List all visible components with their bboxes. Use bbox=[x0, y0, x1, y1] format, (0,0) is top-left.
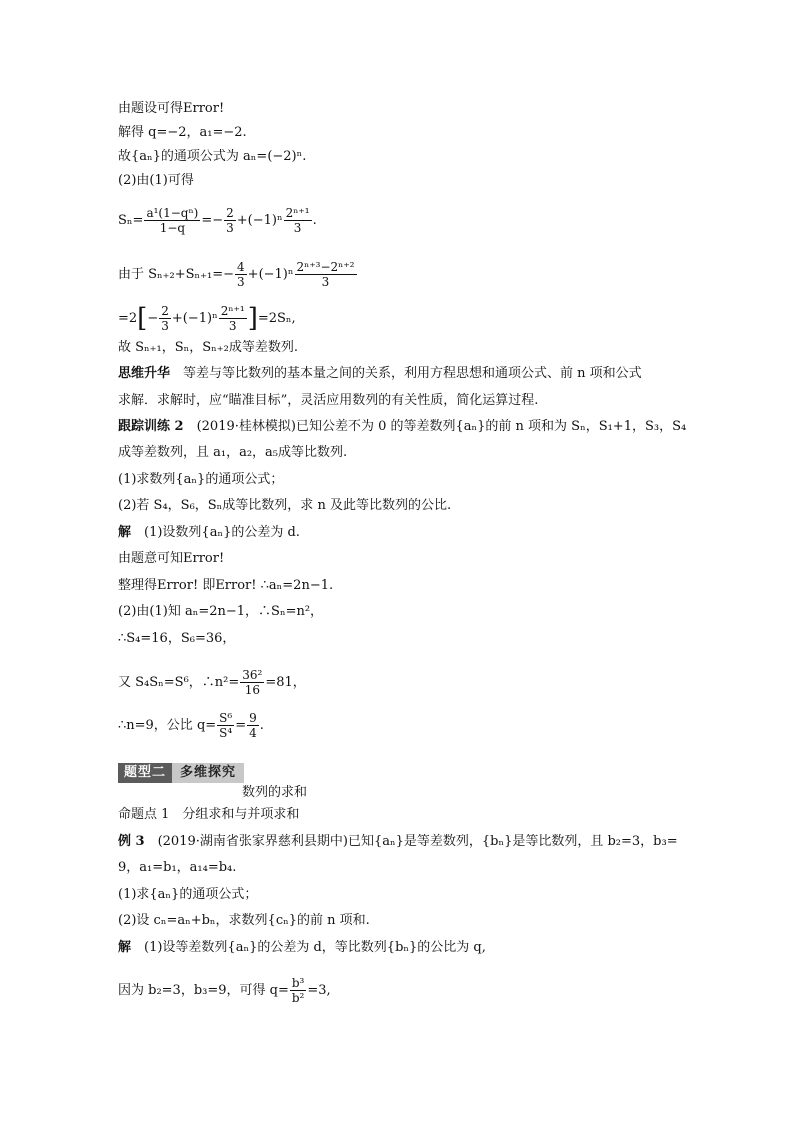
formula-text: . bbox=[312, 213, 317, 228]
numerator: 4 bbox=[237, 260, 245, 274]
numerator: S⁶ bbox=[219, 711, 233, 725]
line-text: 整理得Error! 即Error! bbox=[118, 578, 257, 593]
text-line bbox=[118, 630, 235, 648]
formula-text: =2 bbox=[118, 311, 138, 326]
denominator: 3 bbox=[226, 221, 234, 235]
section-header bbox=[118, 763, 418, 803]
denominator: 3 bbox=[295, 274, 357, 289]
formula-text: +(−1)ⁿ bbox=[171, 311, 218, 326]
formula-text: 因为 b₂=3，b₃=9，可得 q= bbox=[118, 983, 289, 998]
denominator: b² bbox=[291, 991, 305, 1005]
text-line bbox=[118, 392, 538, 410]
section-label: 解 bbox=[118, 940, 132, 955]
text-line bbox=[118, 148, 306, 166]
fraction bbox=[217, 711, 234, 740]
text-line bbox=[118, 124, 247, 142]
text-line bbox=[118, 577, 333, 595]
formula-text: =81， bbox=[265, 675, 306, 690]
numerator: a¹(1−qⁿ) bbox=[146, 206, 199, 220]
section-label: 例 3 bbox=[118, 834, 145, 849]
line-text: 故{aₙ}的通项公式为 aₙ=(−2)ⁿ. bbox=[118, 149, 307, 164]
question-type-subtag: 多维探究 bbox=[172, 763, 244, 783]
formula-text: =2Sₙ, bbox=[257, 311, 296, 326]
section-label: 跟踪训练 2 bbox=[118, 419, 184, 434]
line-text: (2)由(1)可得 bbox=[118, 173, 194, 188]
formula-text: 又 S₄Sₙ=S⁶，∴n²= bbox=[118, 675, 240, 690]
denominator: 3 bbox=[284, 220, 312, 235]
text-line bbox=[118, 172, 194, 190]
text-line bbox=[118, 524, 300, 542]
formula-text: 由于 Sₙ₊₂+Sₙ₊₁=− bbox=[118, 267, 235, 282]
denominator: 1−q bbox=[144, 220, 200, 235]
fraction bbox=[219, 304, 247, 333]
numerator: 2ⁿ⁺³−2ⁿ⁺² bbox=[296, 260, 355, 274]
numerator: b³ bbox=[291, 976, 305, 990]
numerator: 2ⁿ⁺¹ bbox=[220, 304, 245, 318]
line-text: 9，a₁=b₁，a₁₄=b₄. bbox=[118, 860, 237, 875]
formula-line bbox=[118, 711, 264, 740]
line-text: (2019·桂林模拟)已知公差不为 0 的等差数列{aₙ}的前 n 项和为 Sₙ，S₁+1，S₃，S₄ bbox=[183, 419, 687, 434]
line-text: ∴aₙ=2n−1. bbox=[256, 578, 334, 593]
line-text: 成等差数列，且 a₁，a₂，a₅成等比数列. bbox=[118, 445, 348, 460]
formula-line bbox=[118, 206, 317, 235]
text-line bbox=[118, 339, 298, 357]
section-label: 思维升华 bbox=[118, 366, 171, 381]
denominator: 16 bbox=[240, 682, 264, 697]
formula-text: ∴n=9，公比 q= bbox=[118, 718, 217, 733]
question-type-tag: 题型二 bbox=[118, 763, 172, 783]
section-label: 解 bbox=[118, 525, 132, 540]
text-line bbox=[118, 859, 236, 877]
numerator: 2 bbox=[226, 206, 234, 220]
fraction bbox=[235, 260, 247, 289]
formula-line bbox=[118, 668, 306, 697]
line-text: 解得 q=−2，a₁=−2. bbox=[118, 125, 247, 140]
text-line bbox=[118, 418, 686, 436]
formula-text: +(−1)ⁿ bbox=[247, 267, 294, 282]
formula-text: Sₙ= bbox=[118, 213, 144, 228]
fraction bbox=[159, 304, 171, 333]
denominator: 3 bbox=[219, 318, 247, 333]
formula-line bbox=[118, 976, 331, 1005]
fraction bbox=[240, 668, 264, 697]
text-line bbox=[118, 550, 224, 568]
text-line bbox=[118, 603, 323, 621]
line-text: 等差与等比数列的基本量之间的关系，利用方程思想和通项公式、前 n 项和公式 bbox=[170, 366, 642, 381]
fraction bbox=[247, 711, 259, 740]
formula-text: =3, bbox=[307, 983, 331, 998]
line-text: 求解．求解时，应“瞄准目标”，灵活应用数列的有关性质，简化运算过程. bbox=[118, 393, 539, 408]
line-text: (1)设等差数列{aₙ}的公差为 d，等比数列{bₙ}的公比为 q, bbox=[131, 940, 486, 955]
fraction bbox=[284, 206, 312, 235]
text-line bbox=[118, 912, 370, 930]
text-line bbox=[118, 497, 451, 515]
line-text: 命题点 1 分组求和与并项求和 bbox=[118, 807, 300, 822]
denominator: 3 bbox=[237, 275, 245, 289]
text-line bbox=[118, 471, 283, 489]
formula-text: = bbox=[235, 718, 247, 733]
text-line bbox=[118, 444, 347, 462]
line-text: (1)求{aₙ}的通项公式； bbox=[118, 887, 258, 902]
line-text: 由题意可知Error! bbox=[118, 551, 225, 566]
line-text: (2)由(1)知 aₙ=2n−1，∴Sₙ=n²， bbox=[118, 604, 324, 619]
right-bracket: ] bbox=[247, 303, 258, 334]
text-line bbox=[118, 939, 486, 957]
line-text: 由题设可得Error! bbox=[118, 101, 225, 116]
fraction bbox=[290, 976, 307, 1005]
formula-text: +(−1)ⁿ bbox=[236, 213, 283, 228]
line-text: (2)设 cₙ=aₙ+bₙ，求数列{cₙ}的前 n 项和. bbox=[118, 913, 370, 928]
fraction bbox=[295, 260, 357, 289]
text-line bbox=[118, 886, 257, 904]
numerator: 2ⁿ⁺¹ bbox=[285, 206, 310, 220]
text-line bbox=[118, 806, 299, 824]
numerator: 2 bbox=[161, 304, 169, 318]
line-text: (1)设数列{aₙ}的公差为 d. bbox=[131, 525, 300, 540]
section-title: 数列的求和 bbox=[242, 785, 308, 800]
line-text: ∴S₄=16，S₆=36， bbox=[118, 631, 236, 646]
numerator: 9 bbox=[249, 711, 257, 725]
formula-text: =− bbox=[201, 213, 224, 228]
formula-line bbox=[118, 260, 358, 289]
denominator: 4 bbox=[249, 726, 257, 740]
formula-text: . bbox=[259, 718, 264, 733]
line-text: 故 Sₙ₊₁，Sₙ，Sₙ₊₂成等差数列. bbox=[118, 340, 299, 355]
text-line bbox=[118, 100, 224, 118]
denominator: 3 bbox=[161, 319, 169, 333]
text-line bbox=[118, 365, 642, 383]
denominator: S⁴ bbox=[219, 726, 233, 740]
formula-line bbox=[118, 304, 296, 333]
fraction bbox=[144, 206, 200, 235]
left-bracket: [ bbox=[137, 303, 148, 334]
text-line bbox=[118, 833, 678, 851]
numerator: 36² bbox=[242, 668, 263, 682]
line-text: (1)求数列{aₙ}的通项公式； bbox=[118, 472, 284, 487]
line-text: (2019·湖南省张家界慈利县期中)已知{aₙ}是等差数列，{bₙ}是等比数列，且 b₂=3，b₃= bbox=[144, 834, 678, 849]
fraction bbox=[224, 206, 236, 235]
line-text: (2)若 S₄，S₆，Sₙ成等比数列，求 n 及此等比数列的公比. bbox=[118, 498, 452, 513]
formula-text: − bbox=[147, 311, 159, 326]
